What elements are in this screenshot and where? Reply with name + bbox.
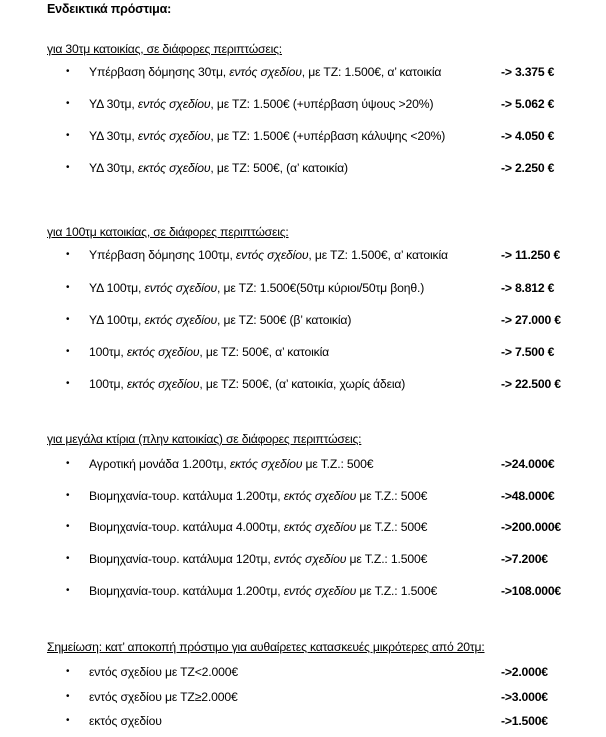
- bullet-icon: •: [66, 162, 70, 173]
- bullet-icon: •: [66, 553, 70, 564]
- item-text: εντός σχεδίου με ΤΖ≥2.000€: [89, 690, 238, 704]
- item-text: Βιομηχανία-τουρ. κατάλυμα 1.200τμ, εντός σχεδίου με Τ.Ζ.: 1.500€: [89, 584, 438, 598]
- item-text: 100τμ, εκτός σχεδίου, με ΤΖ: 500€, α’ κατοικία: [89, 345, 330, 359]
- bullet-icon: •: [66, 715, 70, 726]
- item-text: Βιομηχανία-τουρ. κατάλυμα 1.200τμ, εκτός σχεδίου με Τ.Ζ.: 500€: [89, 489, 428, 503]
- item-text: Υπέρβαση δόμησης 30τμ, εντός σχεδίου, με ΤΖ: 1.500€, α’ κατοικία: [89, 65, 442, 79]
- fine-amount: -> 8.812 €: [501, 281, 555, 295]
- list-item: [0, 64, 606, 80]
- fine-amount: ->48.000€: [501, 489, 555, 503]
- bullet-icon: •: [66, 521, 70, 532]
- list-item: [0, 713, 606, 729]
- bullet-icon: •: [66, 314, 70, 325]
- list-item: [0, 664, 606, 680]
- fine-amount: ->1.500€: [501, 714, 548, 728]
- bullet-icon: •: [66, 346, 70, 357]
- list-item: [0, 128, 606, 144]
- bullet-icon: •: [66, 490, 70, 501]
- item-text: 100τμ, εκτός σχεδίου, με ΤΖ: 500€, (α’ κατοικία, χωρίς άδεια): [89, 377, 406, 391]
- section-heading-30sqm: για 30τμ κατοικίας, σε διάφορες περιπτώσεις:: [47, 42, 282, 56]
- fine-amount: -> 5.062 €: [501, 97, 555, 111]
- list-item: [0, 247, 606, 263]
- bullet-icon: •: [66, 666, 70, 677]
- bullet-icon: •: [66, 130, 70, 141]
- bullet-icon: •: [66, 691, 70, 702]
- fine-amount: ->24.000€: [501, 457, 555, 471]
- list-item: [0, 376, 606, 392]
- fine-amount: ->7.200€: [501, 552, 548, 566]
- list-item: [0, 551, 606, 567]
- item-text: εκτός σχεδίου: [89, 714, 162, 728]
- fine-amount: -> 11.250 €: [501, 248, 561, 262]
- fine-amount: ->2.000€: [501, 665, 548, 679]
- fine-amount: -> 7.500 €: [501, 345, 555, 359]
- bullet-icon: •: [66, 98, 70, 109]
- section-heading-note: Σημείωση: κατ’ αποκοπή πρόστιμο για αυθαίρετες κατασκευές μικρότερες από 20τμ:: [47, 640, 485, 654]
- bullet-icon: •: [66, 378, 70, 389]
- item-text: ΥΔ 100τμ, εκτός σχεδίου, με ΤΖ: 500€ (β’ κατοικία): [89, 313, 352, 327]
- list-item: [0, 583, 606, 599]
- section-heading-100sqm: για 100τμ κατοικίας, σε διάφορες περιπτώσεις:: [47, 225, 289, 239]
- list-item: [0, 160, 606, 176]
- fine-amount: -> 22.500 €: [501, 377, 561, 391]
- bullet-icon: •: [66, 458, 70, 469]
- bullet-icon: •: [66, 66, 70, 77]
- item-text: εντός σχεδίου με ΤΖ<2.000€: [89, 665, 239, 679]
- item-text: Αγροτική μονάδα 1.200τμ, εκτός σχεδίου με Τ.Ζ.: 500€: [89, 457, 374, 471]
- fine-amount: -> 3.375 €: [501, 65, 555, 79]
- fine-amount: -> 2.250 €: [501, 161, 555, 175]
- page-title: Ενδεικτικά πρόστιμα:: [47, 2, 172, 16]
- fine-amount: ->200.000€: [501, 520, 562, 534]
- fine-amount: ->108.000€: [501, 584, 562, 598]
- list-item: [0, 519, 606, 535]
- bullet-icon: •: [66, 282, 70, 293]
- bullet-icon: •: [66, 249, 70, 260]
- section-heading-large-buildings: για μεγάλα κτίρια (πλην κατοικίας) σε διάφορες περιπτώσεις:: [47, 432, 362, 446]
- list-item: [0, 344, 606, 360]
- list-item: [0, 312, 606, 328]
- item-text: ΥΔ 30τμ, εντός σχεδίου, με ΤΖ: 1.500€ (+υπέρβαση ύψους >20%): [89, 97, 434, 111]
- item-text: Βιομηχανία-τουρ. κατάλυμα 120τμ, εντός σχεδίου με Τ.Ζ.: 1.500€: [89, 552, 428, 566]
- list-item: [0, 488, 606, 504]
- list-item: [0, 689, 606, 705]
- list-item: [0, 280, 606, 296]
- list-item: [0, 96, 606, 112]
- fine-amount: -> 27.000 €: [501, 313, 561, 327]
- fine-amount: -> 4.050 €: [501, 129, 555, 143]
- item-text: Υπέρβαση δόμησης 100τμ, εντός σχεδίου, με ΤΖ: 1.500€, α’ κατοικία: [89, 248, 448, 262]
- item-text: ΥΔ 100τμ, εντός σχεδίου, με ΤΖ: 1.500€(50τμ κύριοι/50τμ βοηθ.): [89, 281, 425, 295]
- item-text: ΥΔ 30τμ, εντός σχεδίου, με ΤΖ: 1.500€ (+υπέρβαση κάλυψης <20%): [89, 129, 446, 143]
- list-item: [0, 456, 606, 472]
- fine-amount: ->3.000€: [501, 690, 548, 704]
- item-text: ΥΔ 30τμ, εκτός σχεδίου, με ΤΖ: 500€, (α’ κατοικία): [89, 161, 348, 175]
- bullet-icon: •: [66, 585, 70, 596]
- item-text: Βιομηχανία-τουρ. κατάλυμα 4.000τμ, εκτός σχεδίου με Τ.Ζ.: 500€: [89, 520, 428, 534]
